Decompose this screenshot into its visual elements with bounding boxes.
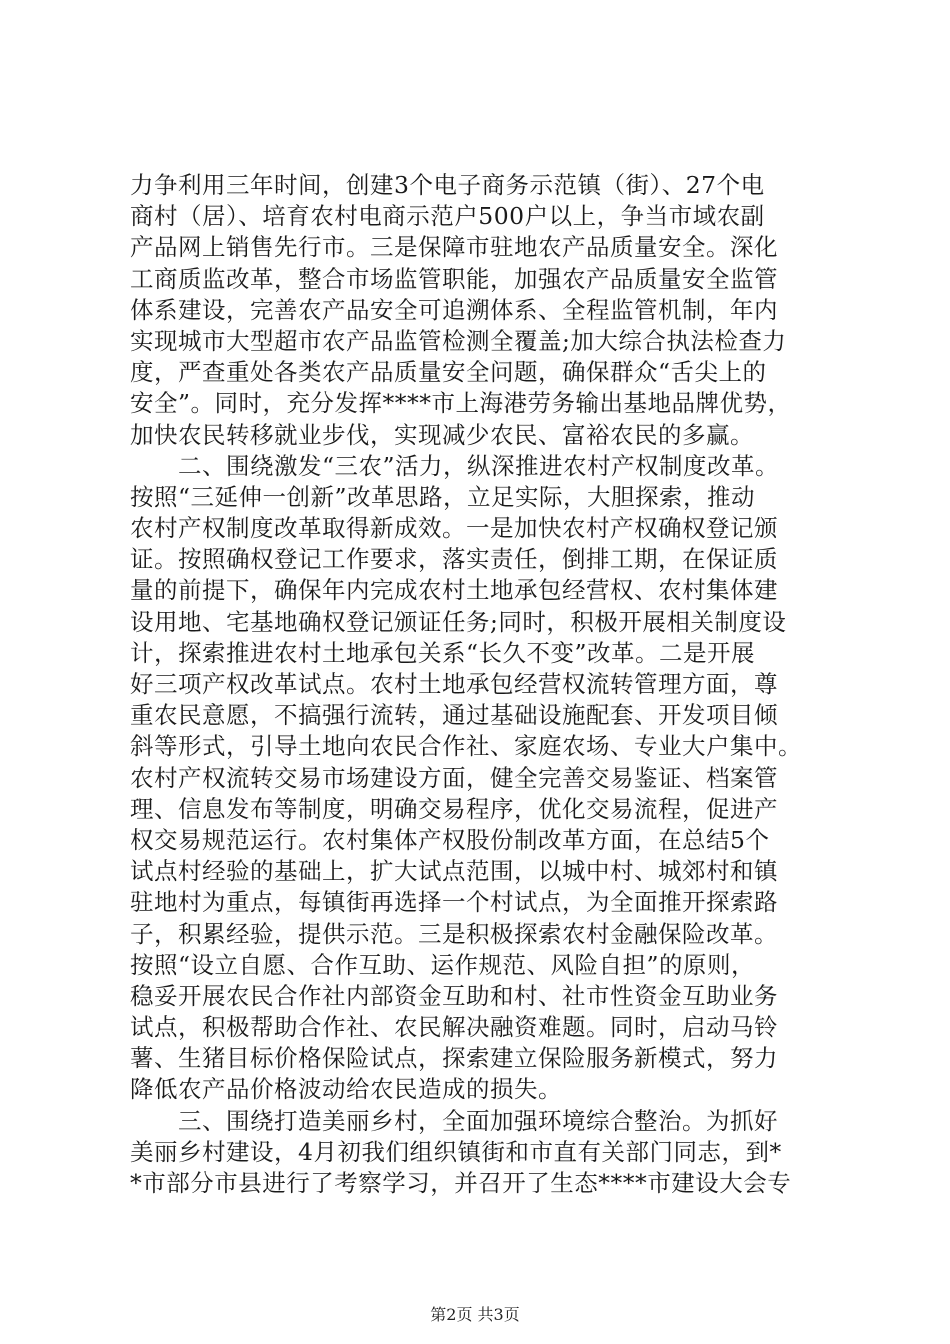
text-line: 计，探索推进农村土地承包关系“长久不变”改革。二是开展 bbox=[130, 638, 756, 667]
text-line: 设用地、宅基地确权登记颁证任务;同时，积极开展相关制度设 bbox=[130, 607, 787, 636]
text-line: 按照“三延伸一创新”改革思路，立足实际，大胆探索，推动 bbox=[130, 482, 756, 511]
text-line: 薯、生猪目标价格保险试点，探索建立保险服务新模式，努力 bbox=[130, 1044, 778, 1073]
text-line: 稳妥开展农民合作社内部资金互助和村、社市性资金互助业务 bbox=[130, 981, 778, 1010]
text-line: 体系建设，完善农产品安全可追溯体系、全程监管机制，年内 bbox=[130, 295, 778, 324]
text-line: 试点，积极帮助合作社、农民解决融资难题。同时，启动马铃 bbox=[130, 1013, 778, 1042]
text-line: *市部分市县进行了考察学习，并召开了生态****市建设大会专 bbox=[130, 1169, 792, 1197]
text-line: 产品网上销售先行市。三是保障市驻地农产品质量安全。深化 bbox=[130, 233, 778, 262]
text-line: 降低农产品价格波动给农民造成的损失。 bbox=[130, 1075, 562, 1104]
text-line: 农村产权制度改革取得新成效。一是加快农村产权确权登记颁 bbox=[130, 514, 778, 543]
text-line: 子，积累经验，提供示范。三是积极探索农村金融保险改革。 bbox=[130, 919, 778, 948]
text-line: 量的前提下，确保年内完成农村土地承包经营权、农村集体建 bbox=[130, 576, 778, 605]
text-line: 好三项产权改革试点。农村土地承包经营权流转管理方面，尊 bbox=[130, 670, 778, 698]
text-line: 理、信息发布等制度，明确交易程序，优化交易流程，促进产 bbox=[130, 794, 778, 823]
text-line: 商村（居）、培育农村电商示范户500户以上，争当市域农副 bbox=[130, 202, 765, 231]
text-line: 试点村经验的基础上，扩大试点范围，以城中村、城郊村和镇 bbox=[130, 857, 778, 886]
text-line: 力争利用三年时间，创建3个电子商务示范镇（街）、27个电 bbox=[130, 171, 765, 199]
text-line: 实现城市大型超市农产品监管检测全覆盖;加大综合执法检查力 bbox=[130, 326, 787, 355]
text-line: 斜等形式，引导土地向农民合作社、家庭农场、专业大户集中。 bbox=[130, 732, 802, 761]
text-line: 加快农民转移就业步伐，实现减少农民、富裕农民的多赢。 bbox=[130, 420, 754, 449]
text-line: 三、围绕打造美丽乡村，全面加强环境综合整治。为抓好 bbox=[130, 1106, 778, 1135]
text-line: 安全”。同时，充分发挥****市上海港劳务输出基地品牌优势， bbox=[130, 389, 792, 418]
text-line: 美丽乡村建设，4月初我们组织镇街和市直有关部门同志，到* bbox=[130, 1137, 782, 1166]
text-line: 按照“设立自愿、合作互助、运作规范、风险自担”的原则， bbox=[130, 950, 756, 979]
page-footer: 第2页 共3页 bbox=[430, 1305, 520, 1324]
text-line: 重农民意愿，不搞强行流转，通过基础设施配套、开发项目倾 bbox=[130, 701, 778, 730]
body-text bbox=[130, 170, 830, 1199]
text-line: 度，严查重处各类农产品质量安全问题，确保群众“舌尖上的 bbox=[130, 358, 767, 387]
text-line: 工商质监改革，整合市场监管职能，加强农产品质量安全监管 bbox=[130, 264, 778, 293]
text-line: 证。按照确权登记工作要求，落实责任，倒排工期，在保证质 bbox=[130, 545, 778, 574]
text-line: 权交易规范运行。农村集体产权股份制改革方面，在总结5个 bbox=[130, 825, 770, 854]
text-line: 驻地村为重点，每镇街再选择一个村试点，为全面推开探索路 bbox=[130, 888, 778, 917]
text-line: 农村产权流转交易市场建设方面，健全完善交易鉴证、档案管 bbox=[130, 763, 778, 792]
text-line: 二、围绕激发“三农”活力，纵深推进农村产权制度改革。 bbox=[130, 451, 780, 480]
